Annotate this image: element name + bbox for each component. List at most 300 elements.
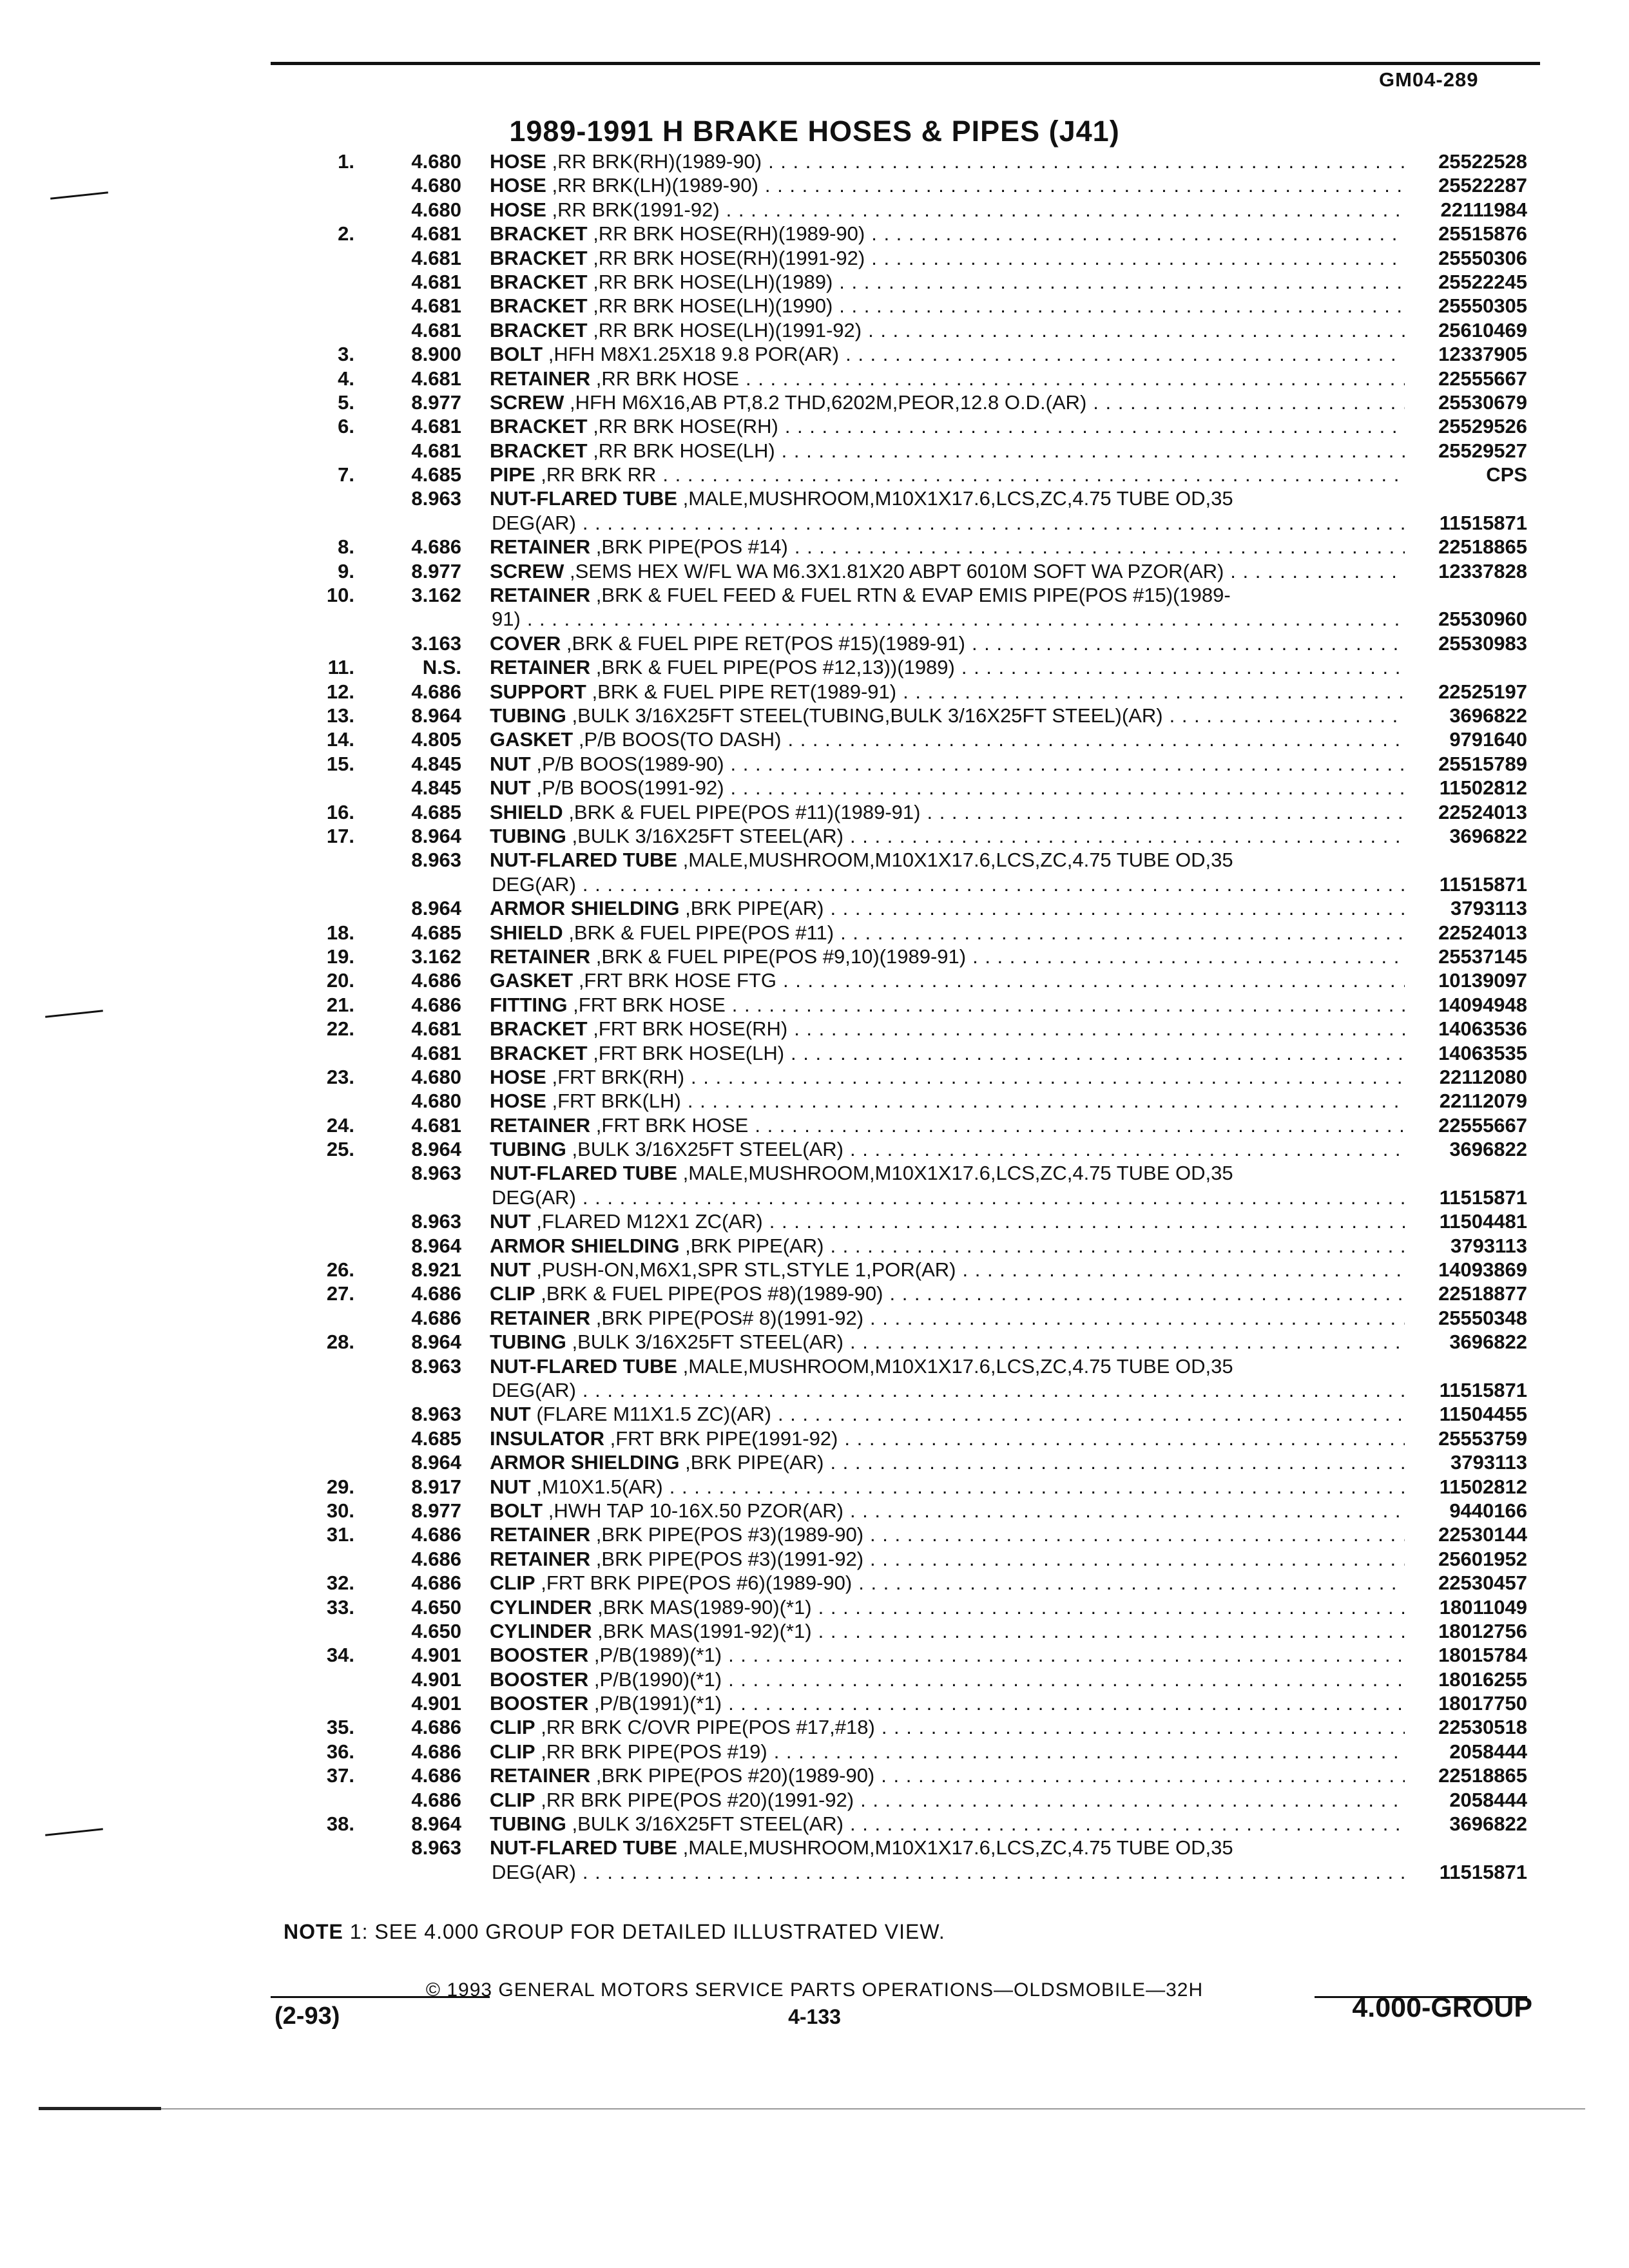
group-number: 4.680 xyxy=(411,174,461,197)
part-number: 25537145 xyxy=(1438,945,1527,968)
leader-dots xyxy=(768,149,1405,173)
part-name: CLIP xyxy=(490,1788,535,1811)
ref-number: 32. xyxy=(326,1571,354,1595)
part-description xyxy=(490,1282,883,1305)
ref-number: 27. xyxy=(326,1282,354,1305)
part-detail-continued: DEG(AR) xyxy=(492,1379,576,1401)
part-name: CLIP xyxy=(490,1282,535,1305)
leader-dots xyxy=(791,1041,1405,1065)
part-description xyxy=(490,1041,784,1065)
part-number: 25522287 xyxy=(1438,174,1527,197)
parts-row xyxy=(284,463,1527,486)
row-body xyxy=(490,1209,1527,1233)
parts-row xyxy=(284,1306,1527,1330)
leader-dots xyxy=(527,607,1405,631)
part-description xyxy=(490,1740,767,1763)
part-number: 11515871 xyxy=(1439,872,1527,896)
part-detail: ,BRK & FUEL PIPE(POS #8)(1989-90) xyxy=(541,1282,883,1305)
part-detail-continued: DEG(AR) xyxy=(492,872,576,896)
part-name: RETAINER xyxy=(490,584,591,607)
group-number: 8.963 xyxy=(411,1210,461,1233)
group-number: 4.680 xyxy=(411,198,461,221)
part-detail: ,BRK PIPE(POS #20)(1989-90) xyxy=(595,1764,875,1787)
parts-row xyxy=(284,486,1527,535)
part-description xyxy=(490,1234,824,1258)
part-name: TUBING xyxy=(490,824,566,847)
part-name: BRACKET xyxy=(490,439,588,462)
leader-dots xyxy=(583,1860,1405,1884)
copyright: © 1993 GENERAL MOTORS SERVICE PARTS OPERATIONS—OLDSMOBILE—32H xyxy=(425,1979,1204,2001)
leader-dots xyxy=(927,800,1405,824)
parts-row xyxy=(284,993,1527,1017)
part-description xyxy=(490,1113,748,1137)
part-name: RETAINER xyxy=(490,1547,591,1570)
part-description xyxy=(490,704,1163,727)
part-name: BRACKET xyxy=(490,415,588,438)
ref-number: 21. xyxy=(326,993,354,1016)
group-number: 4.686 xyxy=(411,1716,461,1739)
parts-row xyxy=(284,270,1527,294)
part-description xyxy=(490,945,966,968)
part-description xyxy=(490,486,1233,510)
ref-number: 15. xyxy=(326,752,354,775)
row-body xyxy=(490,1306,1527,1330)
parts-row xyxy=(284,414,1527,438)
part-name: INSULATOR xyxy=(490,1427,604,1450)
leader-dots xyxy=(782,439,1405,463)
margin-mark xyxy=(45,1828,103,1836)
part-description xyxy=(490,270,833,294)
parts-row xyxy=(284,583,1527,631)
group-number: 8.964 xyxy=(411,1451,461,1474)
part-name: RETAINER xyxy=(490,1764,591,1787)
leader-dots xyxy=(870,1547,1405,1571)
part-number: 18016255 xyxy=(1438,1667,1527,1691)
parts-row xyxy=(284,680,1527,704)
ref-number: 26. xyxy=(326,1258,354,1282)
leader-dots xyxy=(778,1402,1405,1426)
part-name: TUBING xyxy=(490,1138,566,1161)
part-description xyxy=(490,463,656,486)
part-name: NUT-FLARED TUBE xyxy=(490,1354,678,1378)
part-detail: ,BRK MAS(1991-92)(*1) xyxy=(597,1619,812,1642)
part-name: RETAINER xyxy=(490,535,591,559)
leader-dots xyxy=(783,968,1405,992)
part-number: 11502812 xyxy=(1439,1475,1527,1498)
leader-dots xyxy=(903,680,1405,704)
part-detail: ,BRK PIPE(AR) xyxy=(685,897,824,920)
leader-dots xyxy=(774,1740,1405,1763)
parts-row xyxy=(284,1740,1527,1763)
parts-row xyxy=(284,1113,1527,1137)
parts-row xyxy=(284,367,1527,390)
ref-number: 16. xyxy=(326,800,354,823)
leader-dots xyxy=(839,270,1405,294)
note-number: 1: xyxy=(349,1920,369,1943)
parts-row xyxy=(284,1691,1527,1715)
row-body xyxy=(490,486,1527,535)
part-detail: ,P/B BOOS(TO DASH) xyxy=(578,728,782,751)
part-name: NUT xyxy=(490,752,531,775)
part-name: SCREW xyxy=(490,559,564,582)
group-number: 4.686 xyxy=(411,1547,461,1570)
ref-number: 7. xyxy=(338,463,354,486)
group-number: 4.686 xyxy=(411,1306,461,1329)
row-body xyxy=(490,1763,1527,1787)
row-body xyxy=(490,1041,1527,1065)
part-number: 18017750 xyxy=(1438,1692,1527,1715)
group-number: 4.685 xyxy=(411,921,461,944)
part-description xyxy=(490,993,726,1017)
part-detail: (FLARE M11X1.5 ZC)(AR) xyxy=(536,1403,771,1426)
row-body xyxy=(490,1089,1527,1113)
group-number: 4.686 xyxy=(411,1764,461,1787)
part-detail: ,BRK PIPE(POS# 8)(1991-92) xyxy=(595,1306,864,1329)
leader-dots xyxy=(830,896,1405,920)
ref-number: 3. xyxy=(338,343,354,366)
parts-row xyxy=(284,1065,1527,1089)
part-detail: ,RR BRK HOSE(LH) xyxy=(593,439,775,462)
part-description xyxy=(490,414,778,438)
group-number: 4.681 xyxy=(411,318,461,341)
part-description xyxy=(490,198,720,222)
ref-number: 9. xyxy=(338,559,354,582)
leader-dots xyxy=(850,824,1405,848)
group-number: 4.681 xyxy=(411,415,461,438)
margin-mark xyxy=(45,1010,103,1017)
ref-number: 23. xyxy=(326,1065,354,1088)
part-detail: ,BRK PIPE(POS #3)(1989-90) xyxy=(595,1523,864,1546)
part-number: CPS xyxy=(1486,463,1527,486)
part-name: BRACKET xyxy=(490,1041,588,1064)
part-name: NUT xyxy=(490,776,531,800)
part-description xyxy=(490,896,824,920)
parts-row xyxy=(284,342,1527,366)
leader-dots xyxy=(688,1089,1405,1113)
part-name: NUT-FLARED TUBE xyxy=(490,487,678,510)
part-detail: ,P/B(1990)(*1) xyxy=(593,1667,722,1691)
row-body xyxy=(490,704,1527,727)
parts-row xyxy=(284,1715,1527,1739)
parts-row xyxy=(284,1137,1527,1161)
part-description xyxy=(490,559,1224,583)
leader-dots xyxy=(728,1691,1405,1715)
part-description xyxy=(490,800,920,824)
group-number: 4.680 xyxy=(411,150,461,173)
row-body xyxy=(490,270,1527,294)
part-number: 9791640 xyxy=(1449,728,1527,751)
row-body xyxy=(490,149,1527,173)
parts-row xyxy=(284,198,1527,222)
leader-dots xyxy=(691,1065,1405,1089)
parts-row xyxy=(284,559,1527,583)
row-body xyxy=(490,945,1527,968)
part-description xyxy=(490,655,955,679)
row-body xyxy=(490,848,1527,896)
part-number: 25522528 xyxy=(1438,150,1527,173)
group-number: 3.163 xyxy=(411,631,461,655)
row-body xyxy=(490,1691,1527,1715)
part-detail: ,BRK PIPE(AR) xyxy=(685,1234,824,1257)
row-body xyxy=(490,800,1527,824)
group-number: 8.977 xyxy=(411,390,461,414)
part-description xyxy=(490,246,865,270)
leader-dots xyxy=(889,1282,1405,1305)
part-detail: ,RR BRK PIPE(POS #19) xyxy=(541,1740,767,1763)
part-detail: ,MALE,MUSHROOM,M10X1X17.6,LCS,ZC,4.75 TUBE OD,35 xyxy=(682,1836,1233,1860)
group-number: 4.681 xyxy=(411,270,461,293)
part-description xyxy=(490,1330,843,1354)
group-number: 8.921 xyxy=(411,1258,461,1282)
part-description xyxy=(490,367,739,390)
row-body xyxy=(490,1402,1527,1426)
part-description xyxy=(490,631,965,655)
group-number: 8.964 xyxy=(411,824,461,847)
part-number: 14063536 xyxy=(1438,1017,1527,1041)
part-number: 25529527 xyxy=(1438,439,1527,462)
part-description xyxy=(490,1450,824,1474)
parts-row xyxy=(284,1209,1527,1233)
group-number: 8.963 xyxy=(411,849,461,872)
row-body xyxy=(490,463,1527,486)
part-number: 25553759 xyxy=(1438,1427,1527,1450)
leader-dots xyxy=(850,1499,1405,1523)
part-name: BOOSTER xyxy=(490,1644,589,1667)
part-name: TUBING xyxy=(490,1331,566,1354)
parts-row xyxy=(284,1234,1527,1258)
part-number: 3793113 xyxy=(1451,897,1527,920)
group-number: 8.964 xyxy=(411,1331,461,1354)
part-detail: ,BRK MAS(1989-90)(*1) xyxy=(597,1595,812,1619)
ref-number: 4. xyxy=(338,367,354,390)
leader-dots xyxy=(870,1306,1405,1330)
part-description xyxy=(490,318,862,342)
parts-row xyxy=(284,752,1527,776)
row-body xyxy=(490,1643,1527,1667)
part-number: 25515876 xyxy=(1438,222,1527,245)
ref-number: 31. xyxy=(326,1523,354,1546)
ref-number: 12. xyxy=(326,680,354,703)
part-detail: ,MALE,MUSHROOM,M10X1X17.6,LCS,ZC,4.75 TUBE OD,35 xyxy=(682,1354,1233,1378)
parts-row xyxy=(284,704,1527,727)
part-number: 3696822 xyxy=(1449,1138,1527,1161)
parts-row xyxy=(284,1041,1527,1065)
part-number: 25530960 xyxy=(1438,608,1527,631)
part-detail: ,RR BRK HOSE xyxy=(595,367,739,390)
leader-dots xyxy=(830,1450,1405,1474)
part-detail: ,FRT BRK(RH) xyxy=(552,1065,685,1088)
part-name: BRACKET xyxy=(490,270,588,293)
group-number: 8.963 xyxy=(411,1354,461,1378)
part-detail: ,BRK & FUEL PIPE RET(1989-91) xyxy=(592,680,897,703)
part-number: 11504481 xyxy=(1439,1210,1527,1233)
part-description xyxy=(490,848,1233,872)
part-detail: ,RR BRK HOSE(RH)(1991-92) xyxy=(593,246,865,269)
row-body xyxy=(490,631,1527,655)
part-name: TUBING xyxy=(490,704,566,727)
ref-number: 38. xyxy=(326,1812,354,1836)
part-detail: ,PUSH-ON,M6X1,SPR STL,STYLE 1,POR(AR) xyxy=(536,1258,956,1282)
parts-row xyxy=(284,945,1527,968)
part-number: 3696822 xyxy=(1449,1331,1527,1354)
leader-dots xyxy=(731,776,1405,800)
parts-row xyxy=(284,1547,1527,1571)
group-number: 8.963 xyxy=(411,1836,461,1860)
part-detail: ,P/B BOOS(1989-90) xyxy=(536,752,724,775)
ref-number: 18. xyxy=(326,921,354,944)
part-detail: ,HFH M8X1.25X18 9.8 POR(AR) xyxy=(548,343,840,366)
row-body xyxy=(490,655,1527,679)
row-body xyxy=(490,1715,1527,1739)
ref-number: 17. xyxy=(326,824,354,847)
part-detail: ,P/B(1991)(*1) xyxy=(593,1692,722,1715)
part-name: BRACKET xyxy=(490,222,588,245)
part-name: BOLT xyxy=(490,1499,543,1522)
part-detail-continued: DEG(AR) xyxy=(492,1860,576,1883)
part-detail: ,FRT BRK HOSE xyxy=(595,1113,749,1137)
group-number: 8.963 xyxy=(411,1403,461,1426)
part-number xyxy=(1411,655,1527,679)
part-number: 25529526 xyxy=(1438,415,1527,438)
part-name: CYLINDER xyxy=(490,1595,592,1619)
note-label: NOTE xyxy=(284,1920,343,1943)
ref-number: 1. xyxy=(338,150,354,173)
leader-dots xyxy=(794,1017,1405,1041)
ref-number: 14. xyxy=(326,728,354,751)
part-detail: ,P/B BOOS(1991-92) xyxy=(536,776,724,800)
part-number: 14063535 xyxy=(1438,1041,1527,1064)
group-number: 3.162 xyxy=(411,945,461,968)
bottom-scan-mark xyxy=(39,2107,161,2110)
group-number: 8.963 xyxy=(411,1162,461,1185)
parts-row xyxy=(284,1812,1527,1836)
part-number: 25522245 xyxy=(1438,270,1527,293)
part-name: BRACKET xyxy=(490,318,588,341)
parts-row xyxy=(284,149,1527,173)
part-detail: ,FRT BRK HOSE xyxy=(573,993,726,1016)
parts-row xyxy=(284,439,1527,463)
leader-dots xyxy=(583,511,1405,535)
part-name: SUPPORT xyxy=(490,680,586,703)
group-number: 8.964 xyxy=(411,1138,461,1161)
part-description xyxy=(490,1209,763,1233)
part-name: NUT-FLARED TUBE xyxy=(490,1836,678,1860)
part-name: BRACKET xyxy=(490,294,588,318)
part-number: 22524013 xyxy=(1438,800,1527,823)
ref-number: 10. xyxy=(326,584,354,607)
part-number: 11515871 xyxy=(1439,1860,1527,1883)
leader-dots xyxy=(850,1137,1405,1161)
part-description xyxy=(490,1643,722,1667)
part-description xyxy=(490,1547,863,1571)
part-detail-continued: 91) xyxy=(492,608,521,631)
row-body xyxy=(490,921,1527,945)
date-code: (2-93) xyxy=(275,2003,340,2030)
part-detail: ,M10X1.5(AR) xyxy=(536,1475,663,1498)
part-number: 22530144 xyxy=(1438,1523,1527,1546)
part-description xyxy=(490,1619,812,1643)
footnote xyxy=(284,1920,945,1944)
leader-dots xyxy=(731,752,1405,776)
part-description xyxy=(490,1475,663,1499)
group-number: 4.845 xyxy=(411,776,461,800)
part-description xyxy=(490,1763,874,1787)
part-description xyxy=(490,1017,787,1041)
part-name: COVER xyxy=(490,631,561,655)
part-number: 22530457 xyxy=(1438,1571,1527,1595)
parts-row xyxy=(284,1643,1527,1667)
part-number: 22525197 xyxy=(1438,680,1527,703)
leader-dots xyxy=(839,294,1405,318)
leader-dots xyxy=(972,945,1405,968)
part-number: 22524013 xyxy=(1438,921,1527,944)
part-detail: ,FRT BRK PIPE(1991-92) xyxy=(610,1427,838,1450)
parts-row xyxy=(284,1571,1527,1595)
group-number: 4.686 xyxy=(411,1740,461,1763)
part-detail: ,BRK & FUEL PIPE RET(POS #15)(1989-91) xyxy=(566,631,965,655)
part-number: 18011049 xyxy=(1439,1595,1527,1619)
part-number: 25530679 xyxy=(1438,390,1527,414)
group-number: 8.900 xyxy=(411,343,461,366)
parts-row xyxy=(284,848,1527,896)
leader-dots xyxy=(785,414,1405,438)
part-description xyxy=(490,342,839,366)
row-body xyxy=(490,342,1527,366)
ref-number: 8. xyxy=(338,535,354,559)
part-description xyxy=(490,1089,681,1113)
part-name: RETAINER xyxy=(490,945,591,968)
part-description xyxy=(490,1788,854,1812)
group-number: 4.686 xyxy=(411,1282,461,1305)
part-number: 12337828 xyxy=(1438,559,1527,582)
part-name: BOLT xyxy=(490,343,543,366)
part-detail: ,RR BRK HOSE(LH)(1991-92) xyxy=(593,318,862,341)
part-number: 25601952 xyxy=(1438,1547,1527,1570)
leader-dots xyxy=(830,1234,1405,1258)
part-number: 22555667 xyxy=(1438,1113,1527,1137)
part-description xyxy=(490,583,1231,607)
leader-dots xyxy=(662,463,1405,486)
row-body xyxy=(490,1161,1527,1209)
part-detail: ,RR BRK HOSE(RH) xyxy=(593,415,778,438)
part-number: 11502812 xyxy=(1439,776,1527,800)
group-number: 8.963 xyxy=(411,487,461,510)
note-text: SEE 4.000 GROUP FOR DETAILED ILLUSTRATED VIEW. xyxy=(374,1920,945,1943)
part-number: 25515789 xyxy=(1438,752,1527,775)
row-body xyxy=(490,993,1527,1017)
group-number: 4.686 xyxy=(411,1571,461,1595)
top-rule xyxy=(271,62,1540,65)
parts-row xyxy=(284,1089,1527,1113)
row-body xyxy=(490,246,1527,270)
part-name: BRACKET xyxy=(490,246,588,269)
row-body xyxy=(490,824,1527,848)
row-body xyxy=(490,1547,1527,1571)
group-number: 8.964 xyxy=(411,704,461,727)
part-number: 22111984 xyxy=(1440,198,1527,221)
part-number: 14094948 xyxy=(1438,993,1527,1016)
parts-row xyxy=(284,1523,1527,1546)
leader-dots xyxy=(1093,390,1405,414)
parts-row xyxy=(284,1595,1527,1619)
row-body xyxy=(490,1667,1527,1691)
part-number: 14093869 xyxy=(1438,1258,1527,1282)
part-name: PIPE xyxy=(490,463,535,486)
group-number: 8.964 xyxy=(411,897,461,920)
part-name: GASKET xyxy=(490,728,574,751)
part-description xyxy=(490,824,843,848)
leader-dots xyxy=(882,1715,1405,1739)
